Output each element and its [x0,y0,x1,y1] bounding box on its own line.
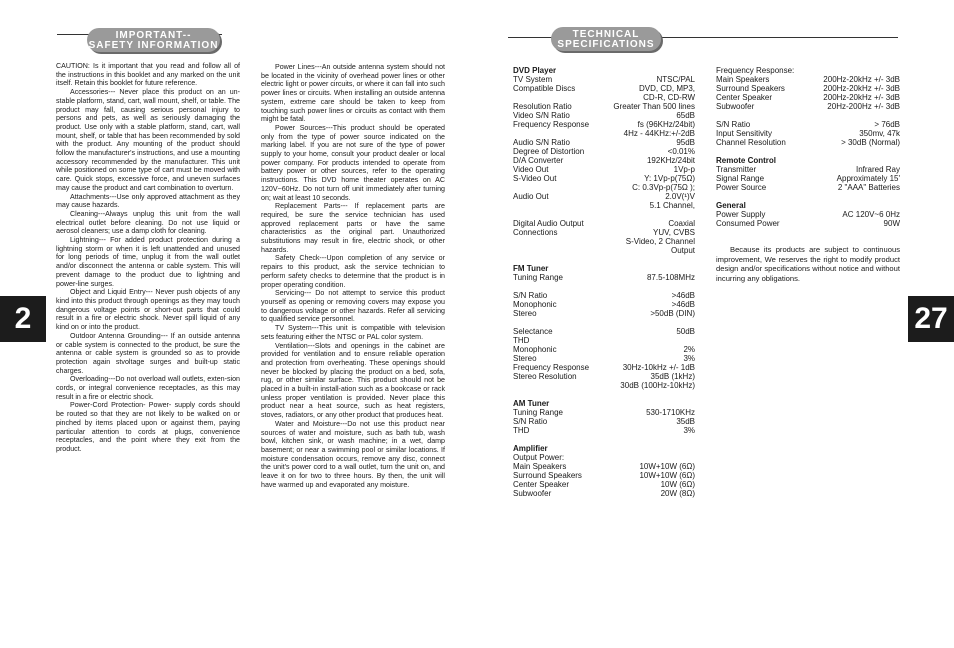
spec-row [513,120,695,129]
spec-row [716,120,900,129]
spec-label: S-Video Out [513,174,557,183]
spec-row [513,363,695,372]
spec-label: Center Speaker [716,93,773,102]
spec-label: S/N Ratio [513,417,548,426]
safety-paragraph: Replacement Parts--- If replacement parts are required, be sure the service technician has used approved replacement parts or have the same characteristics as the original part. Unauthorized substitutions may result in fire, electric shock, or other hazards. [261,202,445,254]
spec-label: Video S/N Ratio [513,111,570,120]
spec-value: 10W+10W (6Ω) [639,471,695,480]
spec-row [513,426,695,435]
spec-value: 95dB [676,138,695,147]
spec-row [716,93,900,102]
spec-label: Monophonic [513,300,557,309]
spec-value: 2 "AAA" Batteries [837,183,900,192]
spec-row [513,138,695,147]
spec-row [513,84,695,93]
spec-value: Output [670,246,695,255]
spec-value: <0.01% [667,147,695,156]
spec-row [716,165,900,174]
spec-value: DVD, CD, MP3, [638,84,695,93]
amplifier-heading: Amplifier [513,444,548,453]
spec-label: Monophonic [513,345,557,354]
spec-label: Stereo [513,309,537,318]
spec-row [513,174,695,183]
spec-label: Tuning Range [513,273,563,282]
spec-value: 30dB (100Hz-10kHz) [620,381,695,390]
specs-header-line1: TECHNICAL [572,29,640,40]
safety-column-1 [56,62,240,454]
remote-control-heading: Remote Control [716,156,776,165]
spec-row [513,453,695,462]
safety-paragraph: TV System---This unit is compatible with television sets featuring either the NTSC or PAL color system. [261,324,445,341]
spec-value: 90W [883,219,900,228]
spec-label: Audio S/N Ratio [513,138,570,147]
general-heading: General [716,201,746,210]
spec-row [716,66,900,75]
spec-value: 10W (6Ω) [660,480,695,489]
spec-label: THD [513,336,530,345]
spec-row [513,102,695,111]
spec-row [716,183,900,192]
specs-column-2 [716,66,900,228]
spec-value: 2% [683,345,695,354]
spec-value: >46dB [671,300,695,309]
spec-row [716,174,900,183]
safety-header-line2: SAFETY INFORMATION [88,40,219,51]
safety-paragraph: Servicing--- Do not attempt to service this product yourself as opening or removing covers may expose you to dangerous voltage or other hazards. Refer all servicing to qualified service personnel. [261,289,445,324]
spec-value: fs (96KHz/24bit) [637,120,695,129]
spec-label: Main Speakers [513,462,567,471]
spec-row [513,300,695,309]
spec-row [513,336,695,345]
spec-row [716,102,900,111]
spec-value: 87.5-108MHz [646,273,695,282]
spec-row [513,282,695,291]
spec-row [513,129,695,138]
spec-label: Input Sensitivity [716,129,773,138]
dvd-player-heading: DVD Player [513,66,557,75]
spec-label: Selectance [513,327,553,336]
spec-row [513,192,695,201]
safety-paragraph: CAUTION: Is it important that you read and follow all of the instructions in this booklet and any marked on the unit itself. Retain this booklet for future reference. [56,62,240,88]
spec-row [716,219,900,228]
safety-paragraph: Cleaning---Always unplug this unit from the wall electrical outlet before cleaning. Do not use liquid or aerosol cleaners; use a damp cloth for cleaning. [56,209,240,236]
safety-paragraph: Object and Liquid Entry--- Never push objects of any kind into this product through openings as they may touch dangerous voltage points or short-out parts that could result in a fire or electric shock. Never spill liquid of any kind on or into the product. [56,288,240,332]
specs-column-1 [513,66,695,498]
spec-label: Digital Audio Output [513,219,584,228]
fm-tuner-heading: FM Tuner [513,264,549,273]
spec-label: Center Speaker [513,480,570,489]
spec-row [513,93,695,102]
spec-value: 4Hz - 44KHz:+/-2dB [623,129,695,138]
spec-label: Stereo [513,354,537,363]
spec-value: 3% [683,426,695,435]
specs-header-badge [551,27,661,51]
spec-label: Power Supply [716,210,766,219]
spec-row [513,408,695,417]
safety-paragraph: Overloading---Do not overload wall outlets, exten-sion cords, or integral convenience receptacles, as this may result in a fire or electric shock. [56,375,240,401]
spec-value: 200Hz-20kHz +/- 3dB [823,93,900,102]
spec-value: 20Hz-200Hz +/- 3dB [827,102,900,111]
spec-value: 350mv, 47k [859,129,900,138]
spec-row [513,228,695,237]
specs-disclaimer-text: Because its products are subject to continuous improvement, We reserves the right to modify product design and/or specifications without notice and without incurring any obligations. [716,245,900,283]
spec-value: 20W (8Ω) [660,489,695,498]
safety-column-2 [261,63,445,489]
spec-row [513,147,695,156]
safety-paragraph: Lightning--- For added product protection during a lightning storm or when it is left unattended and unused for long periods of time, unplug it from the wall outlet and/or disconnect the antenna or cable system. This will prevent damage to the product due to lightning and power-line surges. [56,236,240,288]
spec-row [513,480,695,489]
spec-value: 30Hz-10kHz +/- 1dB [622,363,695,372]
spec-label: D/A Converter [513,156,564,165]
spec-value: Y: 1Vp-p(75Ω) [644,174,695,183]
spec-row [513,417,695,426]
safety-paragraph: Water and Moisture---Do not use this product near sources of water and moisture, such as bath tub, wash bowl, kitchen sink, or wash machine; in a wet, damp basement; or near a swimming pool or similar locations. If moisture condensation occurs, remove any disc, connect the unit's power cord to a wall outlet, turn the unit on, and leave it on for two to three hours. By then, the unit will have warmed up and evaporated any moisture. [261,419,445,489]
spec-value: Approximately 15' [836,174,900,183]
safety-paragraph: Power Sources---This product should be operated only from the type of power source indicated on the marking label. If you are not sure of the type of power supply to your home, consult your product dealer or local power company. For products intended to operate from battery power or other sources, refer to the operating instructions. This DVD home theater operates on AC 120V~60Hz. Do not turn off unit immediately after turning on; wait at least 10 seconds. [261,123,445,202]
spec-row [513,327,695,336]
page-number-left: 2 [0,296,46,342]
spec-row [513,165,695,174]
spec-row [716,84,900,93]
spec-row [513,318,695,327]
safety-paragraph: Accessories--- Never place this product on an un-stable platform, stand, cart, wall mount, shelf, or table. The product may fall, causing serious personal injury to persons and pets, as well as seriously damaging the product. Use only with a stable platform, stand, cart, wall mount, shelf, or table that has been recommended by sold with the product. Any mounting of the product should follow the manufacturer's instructions, and use a mounting accessory recommended by the manufacturer. This unit while positioned on some type of cart must be moved with care. Quick stops, excessive force, and uneven surfaces may cause the product and cart combination to overturn. [56,88,241,192]
safety-paragraph: Power-Cord Protection- Power- supply cords should be routed so that they are not likely to be walked on or pinched by items placed upon or against them, paying particular attention to cords at plugs, convenience receptacles, and the point where they exit from the product. [56,401,240,453]
spec-label: THD [513,426,530,435]
spec-row [513,471,695,480]
spec-row [513,309,695,318]
spec-value: 1Vp-p [673,165,695,174]
am-tuner-heading: AM Tuner [513,399,550,408]
spec-row [513,183,695,192]
spec-row [513,237,695,246]
spec-value: AC 120V~6 0Hz [842,210,900,219]
spec-row [513,75,695,84]
spec-label: Surround Speakers [716,84,785,93]
spec-label: Audio Out [513,192,549,201]
spec-row [513,156,695,165]
spec-value: 3% [683,354,695,363]
spec-row [513,372,695,381]
safety-paragraph: Outdoor Antenna Grounding--- If an outside antenna or cable system is connected to the product, be sure the antenna or cable system is grounded so as to provide protection again stvoltage surges and built-up static charges. [56,331,240,375]
spec-row [513,462,695,471]
spec-row [513,201,695,210]
spec-label: Channel Resolution [716,138,786,147]
spec-row [716,129,900,138]
spec-row [513,210,695,219]
spec-value: NTSC/PAL [656,75,695,84]
spec-value: 2.0V(¹)V [665,192,695,201]
spec-label: Compatible Discs [513,84,576,93]
spec-label: S/N Ratio [716,120,751,129]
spec-label: Transmitter [716,165,757,174]
spec-row [513,273,695,282]
spec-value: > 76dB [874,120,900,129]
spec-label: Consumed Power [716,219,780,228]
spec-value: 530-1710KHz [646,408,695,417]
spec-label: Frequency Response [513,363,590,372]
spec-value: S-Video, 2 Channel [625,237,695,246]
safety-paragraph: Attachments---Use only approved attachment as they may cause hazards. [56,192,240,210]
spec-value: 65dB [676,111,695,120]
spec-row [513,246,695,255]
spec-label: Degree of Distortion [513,147,585,156]
spec-label: Main Speakers [716,75,770,84]
spec-value: > 30dB (Normal) [841,138,900,147]
spec-label: TV System [513,75,553,84]
spec-label: Surround Speakers [513,471,582,480]
spec-label: S/N Ratio [513,291,548,300]
spec-label: Frequency Response [513,120,590,129]
spec-value: Greater Than 500 lines [613,102,695,111]
spec-row [513,219,695,228]
spec-label: Video Out [513,165,549,174]
spec-row [513,291,695,300]
spec-row [716,75,900,84]
spec-label: Power Source [716,183,767,192]
spec-value: 50dB [676,327,695,336]
spec-row [513,345,695,354]
safety-paragraph: Safety Check---Upon completion of any service or repairs to this product, ask the service technician to perform safety checks to determine that the product is in proper operating condition. [261,254,445,289]
spec-row [716,210,900,219]
safety-header-badge [87,28,220,52]
spec-value: CD-R, CD-RW [643,93,695,102]
spec-row [513,111,695,120]
safety-paragraph: Ventilation---Slots and openings in the cabinet are provided for ventilation and to ensure reliable operation and protection from overheating. These openings should never be blocked by placing the product on a bed, sofa, rug, or other similar surface. This product should not be placed in a built-in install-ation such as a bookcase or rack unless proper ventilation is provided. Never place this product near a heat source, such as heat registers, stoves, radiators, or any other product that produces heat. [261,341,445,420]
spec-value: 5.1 Channel, [649,201,695,210]
spec-value: 35dB [676,417,695,426]
specs-disclaimer [716,245,900,283]
spec-value: 200Hz-20kHz +/- 3dB [823,75,900,84]
spec-label: Subwoofer [513,489,552,498]
spec-value: 10W+10W (6Ω) [639,462,695,471]
spec-label: Tuning Range [513,408,563,417]
spec-value: Infrared Ray [855,165,900,174]
spec-row [716,138,900,147]
spec-row [513,489,695,498]
spec-value: 200Hz-20kHz +/- 3dB [823,84,900,93]
spec-value: >50dB (DIN) [650,309,695,318]
spec-value: >46dB [671,291,695,300]
safety-paragraph: Power Lines---An outside antenna system should not be located in the vicinity of overhead power lines or other electric light or power circuits, or where it can fall into such power lines or circuits. When installing an outside antenna system, extreme care should be taken to keep from touching such power lines or circuits as contact with them might be fatal. [261,63,445,124]
spec-row [716,111,900,120]
spec-label: Output Power: [513,453,565,462]
spec-label: Subwoofer [716,102,755,111]
specs-header-line2: SPECIFICATIONS [557,39,655,50]
spec-value: 35dB (1kHz) [650,372,695,381]
safety-header-line1: IMPORTANT-- [115,30,192,41]
spec-label: Signal Range [716,174,765,183]
spec-label: Stereo Resolution [513,372,577,381]
spec-row [513,381,695,390]
spec-value: 192KHz/24bit [646,156,695,165]
spec-label: Connections [513,228,558,237]
page-number-right: 27 [908,296,954,342]
spec-value: YUV, CVBS [653,228,695,237]
spec-row [513,354,695,363]
spec-label: Frequency Response: [716,66,795,75]
spec-value: Coaxial [668,219,695,228]
spec-label: Resolution Ratio [513,102,572,111]
spec-value: C: 0.3Vp-p(75Ω ); [632,183,695,192]
